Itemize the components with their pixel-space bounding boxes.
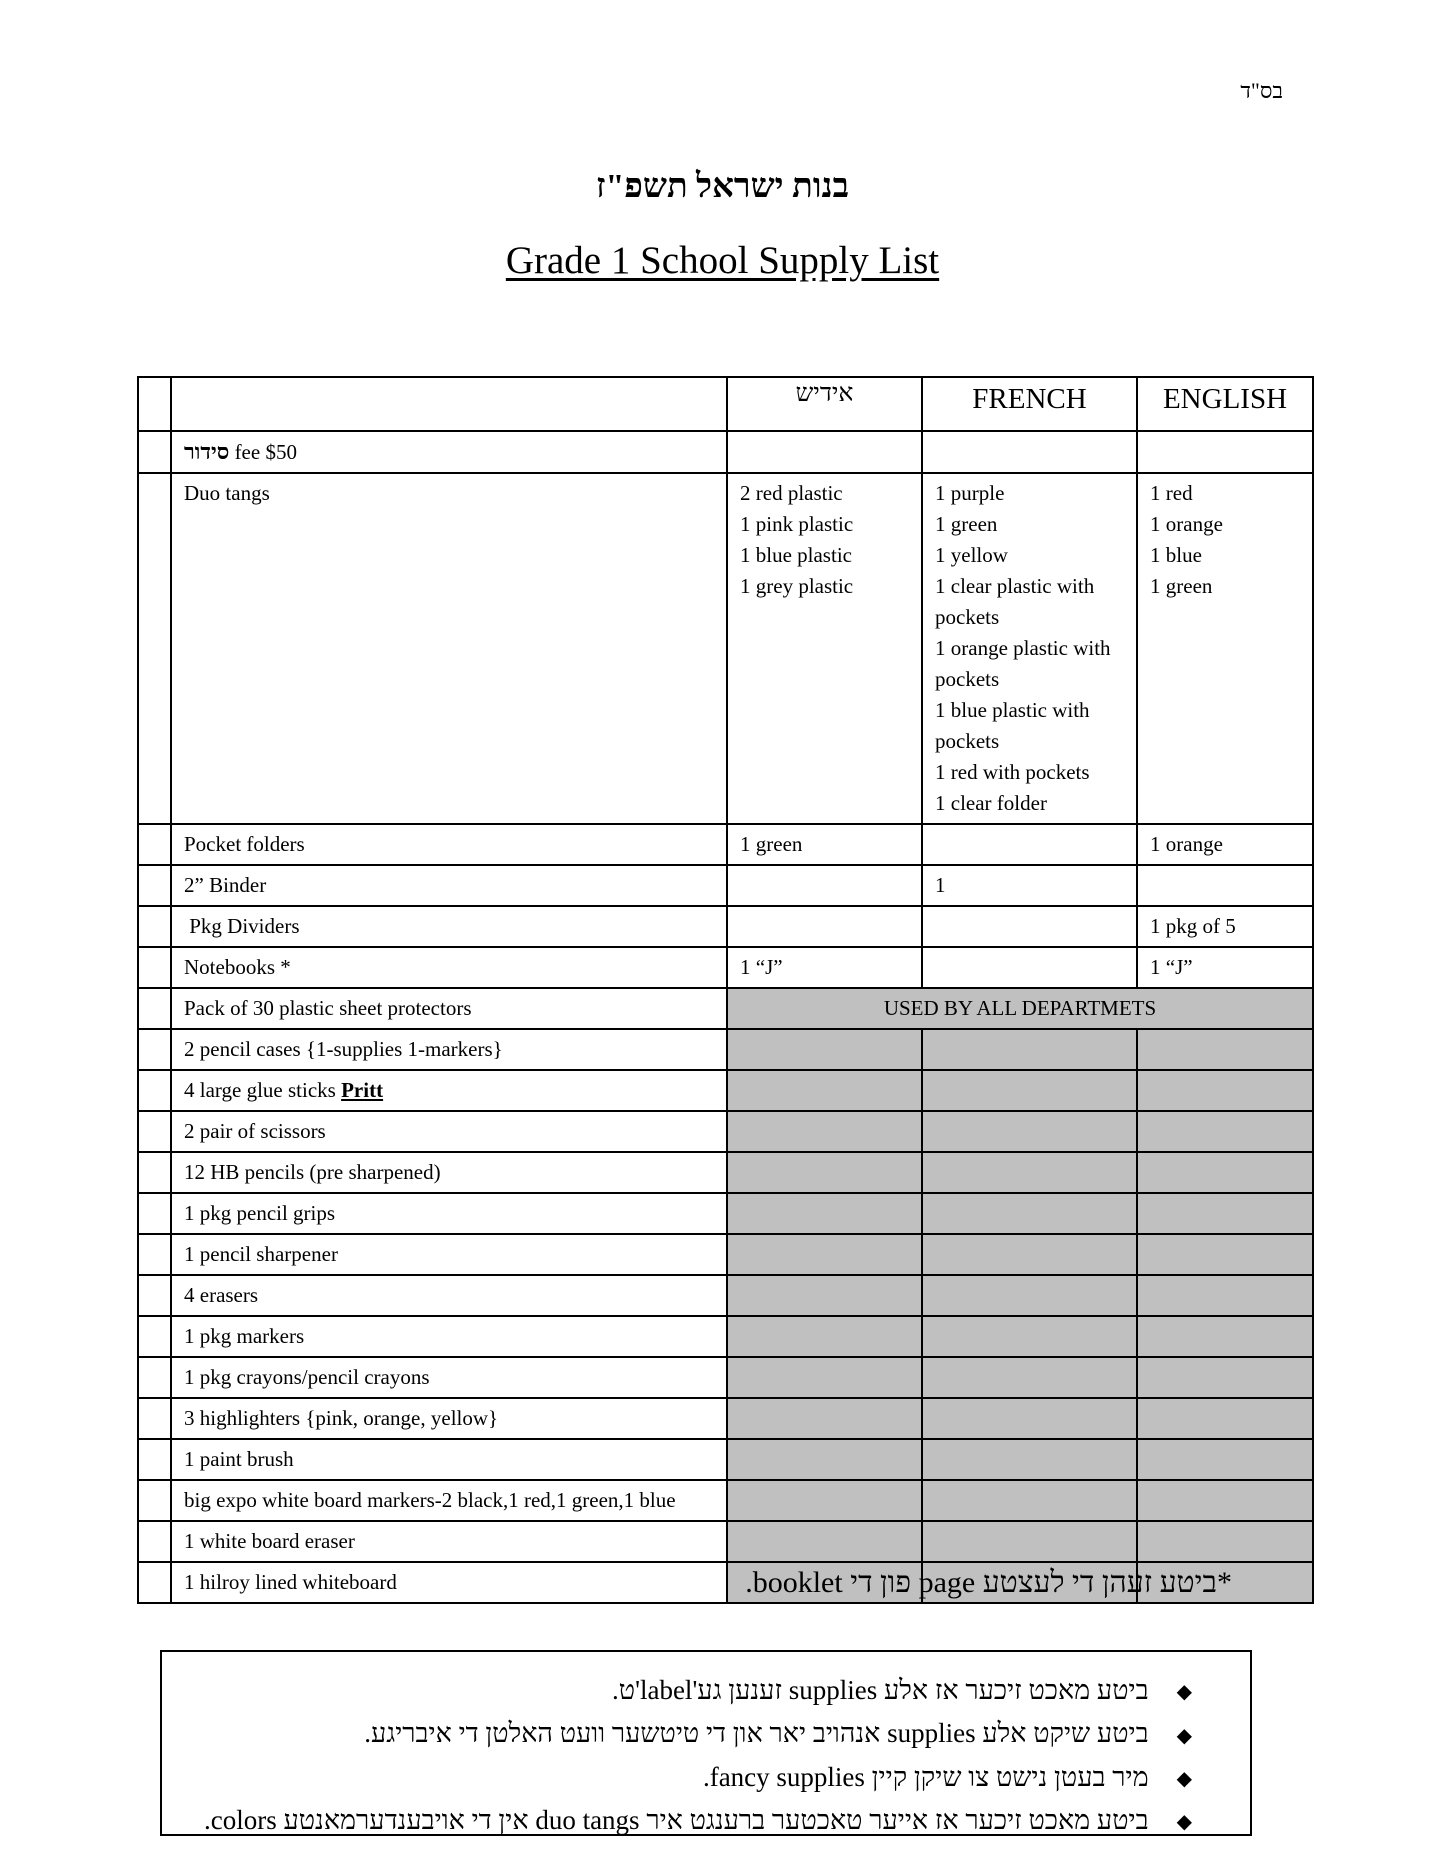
blank-cell bbox=[138, 1521, 171, 1562]
item-label bbox=[171, 1070, 727, 1111]
list-item bbox=[204, 1757, 1192, 1800]
column-header-english: ENGLISH bbox=[1137, 377, 1313, 431]
cell-english: 1 “J” bbox=[1137, 947, 1313, 988]
shaded-cell bbox=[922, 1234, 1137, 1275]
cell-yiddish bbox=[727, 473, 922, 824]
page-title: Grade 1 School Supply List bbox=[505, 239, 940, 282]
shaded-cell bbox=[727, 1193, 922, 1234]
shaded-cell bbox=[922, 1480, 1137, 1521]
item-label: 3 highlighters {pink, orange, yellow} bbox=[171, 1398, 727, 1439]
item-label: big expo white board markers-2 black,1 red,1 green,1 blue bbox=[171, 1480, 727, 1521]
item-label: 12 HB pencils (pre sharpened) bbox=[171, 1152, 727, 1193]
shaded-cell bbox=[922, 1357, 1137, 1398]
shaded-cell bbox=[922, 1521, 1137, 1562]
shaded-cell bbox=[727, 1152, 922, 1193]
cell-french bbox=[922, 824, 1137, 865]
shaded-cell bbox=[922, 1111, 1137, 1152]
table-row bbox=[138, 1521, 1313, 1562]
list-item bbox=[204, 1800, 1192, 1843]
cell-yiddish: 1 “J” bbox=[727, 947, 922, 988]
blank-cell bbox=[138, 1480, 171, 1521]
shaded-cell bbox=[1137, 1070, 1313, 1111]
blank-cell bbox=[138, 1070, 171, 1111]
list-item: 1 clear folder bbox=[935, 791, 1047, 815]
column-header-yiddish: אידיש bbox=[727, 377, 922, 431]
table-row bbox=[138, 1439, 1313, 1480]
note-text: מיר בעטן נישט צו שיקן קיין fancy supplies. bbox=[702, 1761, 1149, 1792]
hebrew-title: בנות ישראל תשפ"ז bbox=[596, 168, 849, 205]
blank-cell bbox=[138, 1357, 171, 1398]
item-label: Pocket folders bbox=[171, 824, 727, 865]
item-label: 1 pencil sharpener bbox=[171, 1234, 727, 1275]
table-row-glue bbox=[138, 1070, 1313, 1111]
shaded-cell bbox=[922, 1439, 1137, 1480]
table-row bbox=[138, 1398, 1313, 1439]
shaded-cell bbox=[922, 1193, 1137, 1234]
table-row bbox=[138, 1234, 1313, 1275]
blank-cell bbox=[138, 1562, 171, 1603]
blank-cell bbox=[138, 1111, 171, 1152]
table-row-duo-tangs bbox=[138, 473, 1313, 824]
list-item: pockets bbox=[935, 605, 1000, 629]
list-item: 1 blue plastic with bbox=[935, 698, 1090, 722]
blank-cell bbox=[138, 1439, 171, 1480]
blank-cell bbox=[138, 1152, 171, 1193]
cell-english bbox=[1137, 473, 1313, 824]
table-row-dividers bbox=[138, 906, 1313, 947]
cell-french: 1 bbox=[922, 865, 1137, 906]
item-label: 1 pkg crayons/pencil crayons bbox=[171, 1357, 727, 1398]
list-item: 1 pink plastic bbox=[740, 512, 854, 536]
shared-departments-banner: USED BY ALL DEPARTMETS bbox=[727, 988, 1313, 1029]
shaded-cell bbox=[922, 1070, 1137, 1111]
notes-list bbox=[204, 1670, 1192, 1843]
blank-cell bbox=[138, 431, 171, 473]
list-item: pockets bbox=[935, 667, 1000, 691]
cell-french bbox=[922, 947, 1137, 988]
table-row bbox=[138, 1111, 1313, 1152]
table-row bbox=[138, 1480, 1313, 1521]
list-item: 1 orange plastic with bbox=[935, 636, 1111, 660]
blank-cell bbox=[138, 1193, 171, 1234]
shaded-cell bbox=[727, 1480, 922, 1521]
blank-cell bbox=[138, 1275, 171, 1316]
cell-english: 1 orange bbox=[1137, 824, 1313, 865]
notes-box bbox=[160, 1650, 1252, 1836]
cell-yiddish bbox=[727, 865, 922, 906]
note-text: ביטע מאכט זיכער אז אייער טאכטער ברענגט איר duo tangs אין די אויבענדערמאנטע colors. bbox=[203, 1804, 1149, 1835]
shaded-cell bbox=[1137, 1357, 1313, 1398]
item-label: 1 pkg markers bbox=[171, 1316, 727, 1357]
cell-french bbox=[922, 431, 1137, 473]
blank-cell bbox=[138, 1316, 171, 1357]
footnote: *ביטע זעהן די לעצטע page פון די booklet. bbox=[745, 1566, 1232, 1599]
note-text: ביטע מאכט זיכער אז אלע supplies זענען גע'label'ט. bbox=[612, 1675, 1149, 1705]
shaded-cell bbox=[727, 1521, 922, 1562]
shaded-cell bbox=[922, 1152, 1137, 1193]
shaded-cell bbox=[1137, 1193, 1313, 1234]
table-row-pocket-folders bbox=[138, 824, 1313, 865]
item-label: Notebooks * bbox=[171, 947, 727, 988]
diamond-bullet-icon: ◆ bbox=[1176, 1811, 1192, 1834]
siddur-fee: fee $50 bbox=[234, 440, 297, 464]
blank-cell bbox=[138, 824, 171, 865]
siddur-hebrew: סידור bbox=[184, 439, 230, 464]
table-row-siddur bbox=[138, 431, 1313, 473]
diamond-bullet-icon: ◆ bbox=[1176, 1681, 1192, 1704]
list-item: 1 red bbox=[1150, 481, 1193, 505]
shaded-cell bbox=[922, 1029, 1137, 1070]
blank-cell bbox=[138, 865, 171, 906]
blank-cell bbox=[138, 1234, 171, 1275]
list-item bbox=[204, 1713, 1192, 1756]
blank-cell bbox=[138, 906, 171, 947]
table-row bbox=[138, 1275, 1313, 1316]
glue-label: 4 large glue sticks bbox=[184, 1078, 342, 1102]
table-row bbox=[138, 1152, 1313, 1193]
item-label: Pkg Dividers bbox=[171, 906, 727, 947]
table-row bbox=[138, 1193, 1313, 1234]
header-row bbox=[138, 377, 1313, 431]
supply-table bbox=[137, 376, 1314, 1604]
blank-cell bbox=[138, 1398, 171, 1439]
item-label: 1 white board eraser bbox=[171, 1521, 727, 1562]
item-label: Pack of 30 plastic sheet protectors bbox=[171, 988, 727, 1029]
shaded-cell bbox=[1137, 1398, 1313, 1439]
item-label: 2” Binder bbox=[171, 865, 727, 906]
glue-brand: Pritt bbox=[341, 1078, 384, 1102]
list-item: 2 red plastic bbox=[740, 481, 843, 505]
shaded-cell bbox=[1137, 1521, 1313, 1562]
cell-french bbox=[922, 906, 1137, 947]
header-mark: בס"ד bbox=[1240, 78, 1283, 103]
shaded-cell bbox=[1137, 1275, 1313, 1316]
cell-english bbox=[1137, 431, 1313, 473]
blank-cell bbox=[138, 473, 171, 824]
blank-cell bbox=[138, 1029, 171, 1070]
shaded-cell bbox=[727, 1398, 922, 1439]
cell-yiddish bbox=[727, 431, 922, 473]
table-row-sheet-protectors bbox=[138, 988, 1313, 1029]
blank-cell bbox=[138, 947, 171, 988]
blank-cell bbox=[138, 988, 171, 1029]
diamond-bullet-icon: ◆ bbox=[1176, 1724, 1192, 1747]
item-label: 1 pkg pencil grips bbox=[171, 1193, 727, 1234]
cell-yiddish: 1 green bbox=[727, 824, 922, 865]
shaded-cell bbox=[727, 1029, 922, 1070]
list-item: 1 clear plastic with bbox=[935, 574, 1095, 598]
shaded-cell bbox=[1137, 1316, 1313, 1357]
shaded-cell bbox=[727, 1111, 922, 1152]
shaded-cell bbox=[727, 1357, 922, 1398]
list-item: pockets bbox=[935, 729, 1000, 753]
list-item bbox=[204, 1670, 1192, 1713]
list-item: 1 yellow bbox=[935, 543, 1008, 567]
cell-french bbox=[922, 473, 1137, 824]
shaded-cell bbox=[727, 1316, 922, 1357]
item-label: 1 paint brush bbox=[171, 1439, 727, 1480]
item-label: 1 hilroy lined whiteboard bbox=[171, 1562, 727, 1603]
blank-cell bbox=[171, 377, 727, 431]
shaded-cell bbox=[1137, 1439, 1313, 1480]
list-item: 1 blue bbox=[1150, 543, 1202, 567]
table-row-binder bbox=[138, 865, 1313, 906]
shaded-cell bbox=[1137, 1234, 1313, 1275]
shaded-cell bbox=[1137, 1480, 1313, 1521]
blank-cell bbox=[138, 377, 171, 431]
note-text: ביטע שיקט אלע supplies אנהויב יאר און די טיטשער וועט האלטן די איבריגע. bbox=[364, 1718, 1149, 1749]
cell-english bbox=[1137, 865, 1313, 906]
cell-yiddish bbox=[727, 906, 922, 947]
shaded-cell bbox=[727, 1234, 922, 1275]
table-row bbox=[138, 1357, 1313, 1398]
list-item: 1 orange bbox=[1150, 512, 1223, 536]
item-label: 4 erasers bbox=[171, 1275, 727, 1316]
cell-english: 1 pkg of 5 bbox=[1137, 906, 1313, 947]
list-item: 1 green bbox=[1150, 574, 1213, 598]
list-item: 1 purple bbox=[935, 481, 1005, 505]
item-label: 2 pencil cases {1-supplies 1-markers} bbox=[171, 1029, 727, 1070]
shaded-cell bbox=[922, 1398, 1137, 1439]
shaded-cell bbox=[1137, 1029, 1313, 1070]
table-row-notebooks bbox=[138, 947, 1313, 988]
item-label: Duo tangs bbox=[171, 473, 727, 824]
shaded-cell bbox=[1137, 1152, 1313, 1193]
list-item: 1 red with pockets bbox=[935, 760, 1090, 784]
list-item: 1 blue plastic bbox=[740, 543, 852, 567]
shaded-cell bbox=[727, 1439, 922, 1480]
list-item: 1 grey plastic bbox=[740, 574, 854, 598]
item-label bbox=[171, 431, 727, 473]
shaded-cell bbox=[727, 1070, 922, 1111]
table-row bbox=[138, 1316, 1313, 1357]
shaded-cell bbox=[922, 1275, 1137, 1316]
shaded-cell bbox=[727, 1275, 922, 1316]
diamond-bullet-icon: ◆ bbox=[1176, 1767, 1192, 1790]
table-row bbox=[138, 1029, 1313, 1070]
shaded-cell bbox=[922, 1316, 1137, 1357]
column-header-french: FRENCH bbox=[922, 377, 1137, 431]
shaded-cell bbox=[1137, 1111, 1313, 1152]
list-item: 1 green bbox=[935, 512, 998, 536]
item-label: 2 pair of scissors bbox=[171, 1111, 727, 1152]
